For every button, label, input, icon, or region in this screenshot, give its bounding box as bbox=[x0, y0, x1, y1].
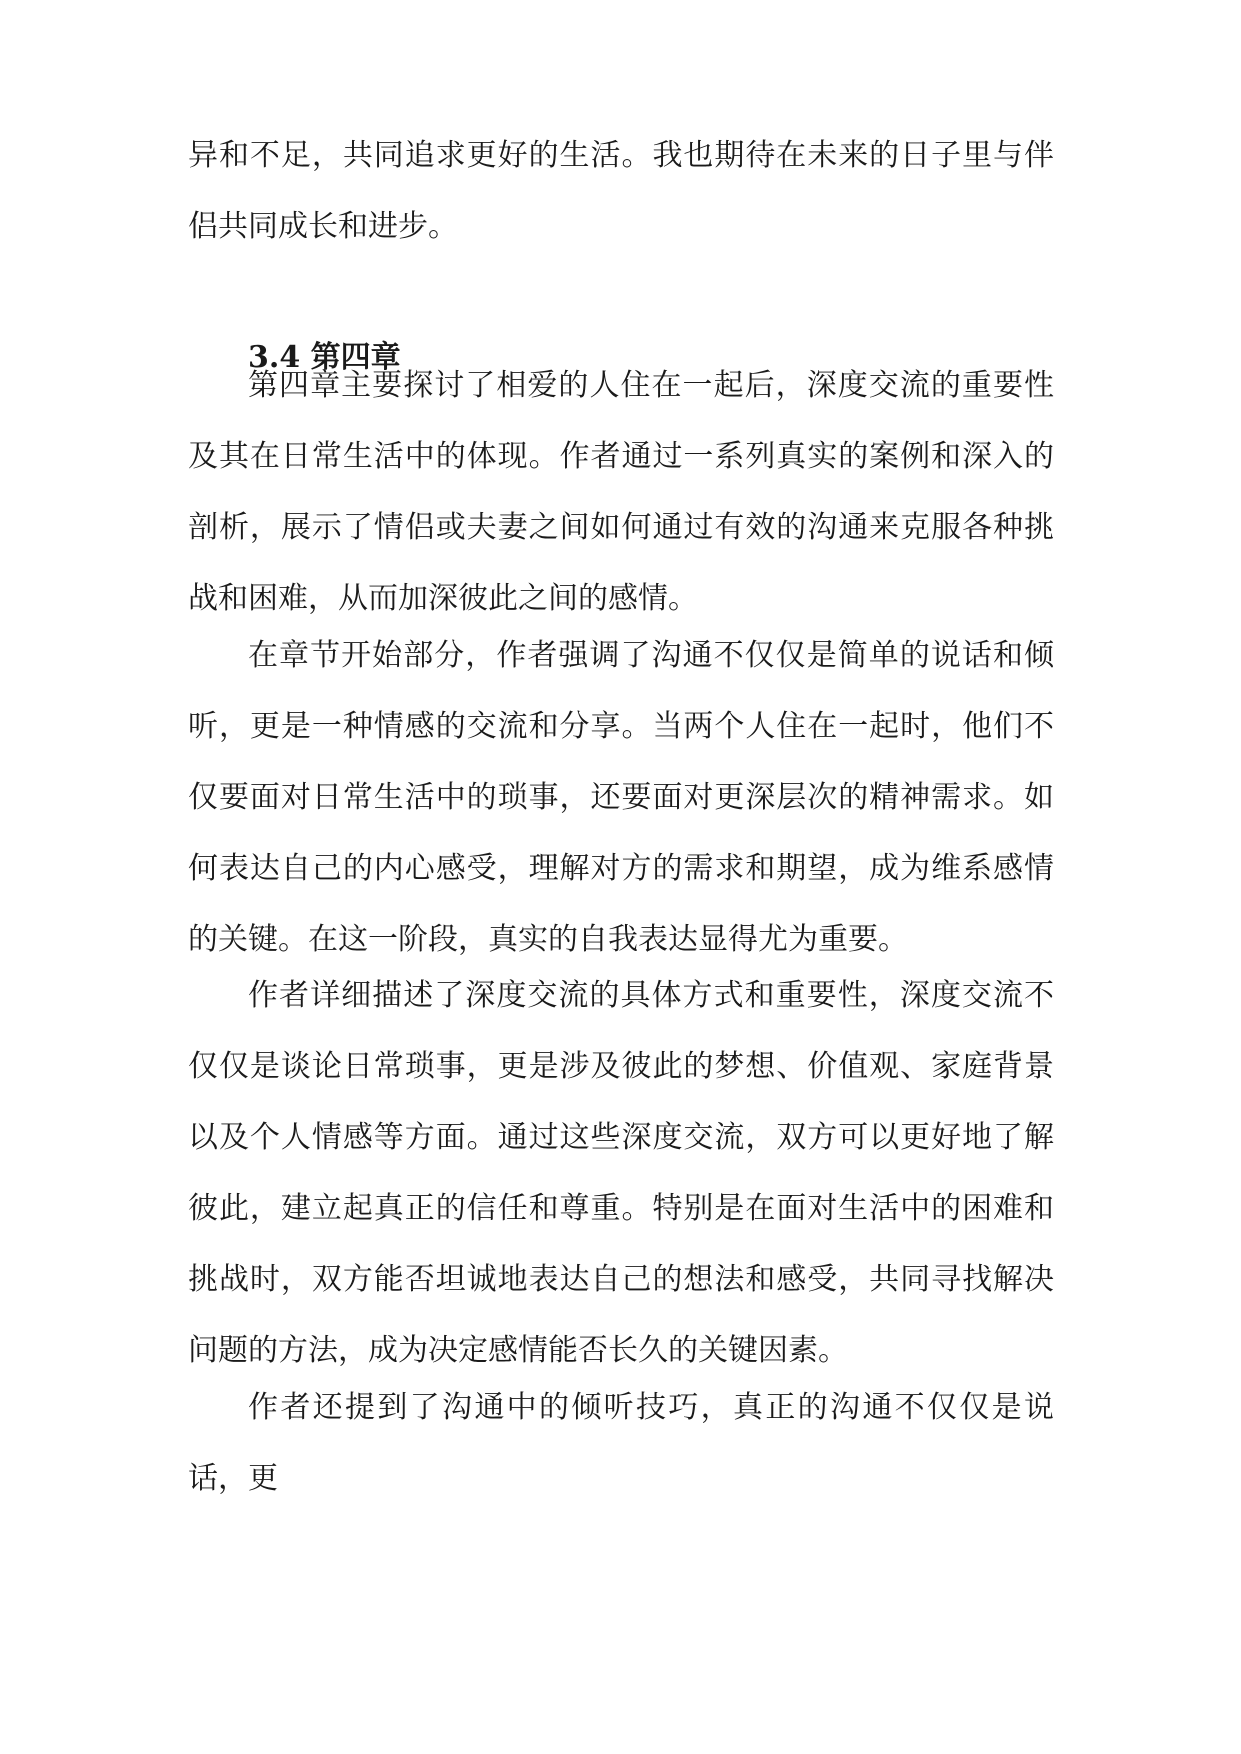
paragraph-chapter-four-intro: 第四章主要探讨了相爱的人住在一起后，深度交流的重要性及其在日常生活中的体现。作者通过一系列真实的案例和深入的剖析，展示了情侣或夫妻之间如何通过有效的沟通来克服各种挑战和困难，从而加深彼此之间的感情。 bbox=[188, 368, 1054, 616]
continued-paragraph: 异和不足，共同追求更好的生活。我也期待在未来的日子里与伴侣共同成长和进步。 bbox=[188, 138, 1054, 244]
paragraph-deep-communication: 作者详细描述了深度交流的具体方式和重要性，深度交流不仅仅是谈论日常琐事，更是涉及彼此的梦想、价值观、家庭背景以及个人情感等方面。通过这些深度交流，双方可以更好地了解彼此，建立起真正的信任和尊重。特别是在面对生活中的困难和挑战时，双方能否坦诚地表达自己的想法和感受，共同寻找解决问题的方法，成为决定感情能否长久的关键因素。 bbox=[188, 978, 1054, 1368]
paragraph-listening-skills: 作者还提到了沟通中的倾听技巧，真正的沟通不仅仅是说话，更 bbox=[188, 1390, 1054, 1496]
paragraph-communication-emphasis: 在章节开始部分，作者强调了沟通不仅仅是简单的说话和倾听，更是一种情感的交流和分享。当两个人住在一起时，他们不仅要面对日常生活中的琐事，还要面对更深层次的精神需求。如何表达自己的内心感受，理解对方的需求和期望，成为维系感情的关键。在这一阶段，真实的自我表达显得尤为重要。 bbox=[188, 638, 1054, 957]
section-heading: 3.4 第四章 bbox=[248, 340, 401, 375]
